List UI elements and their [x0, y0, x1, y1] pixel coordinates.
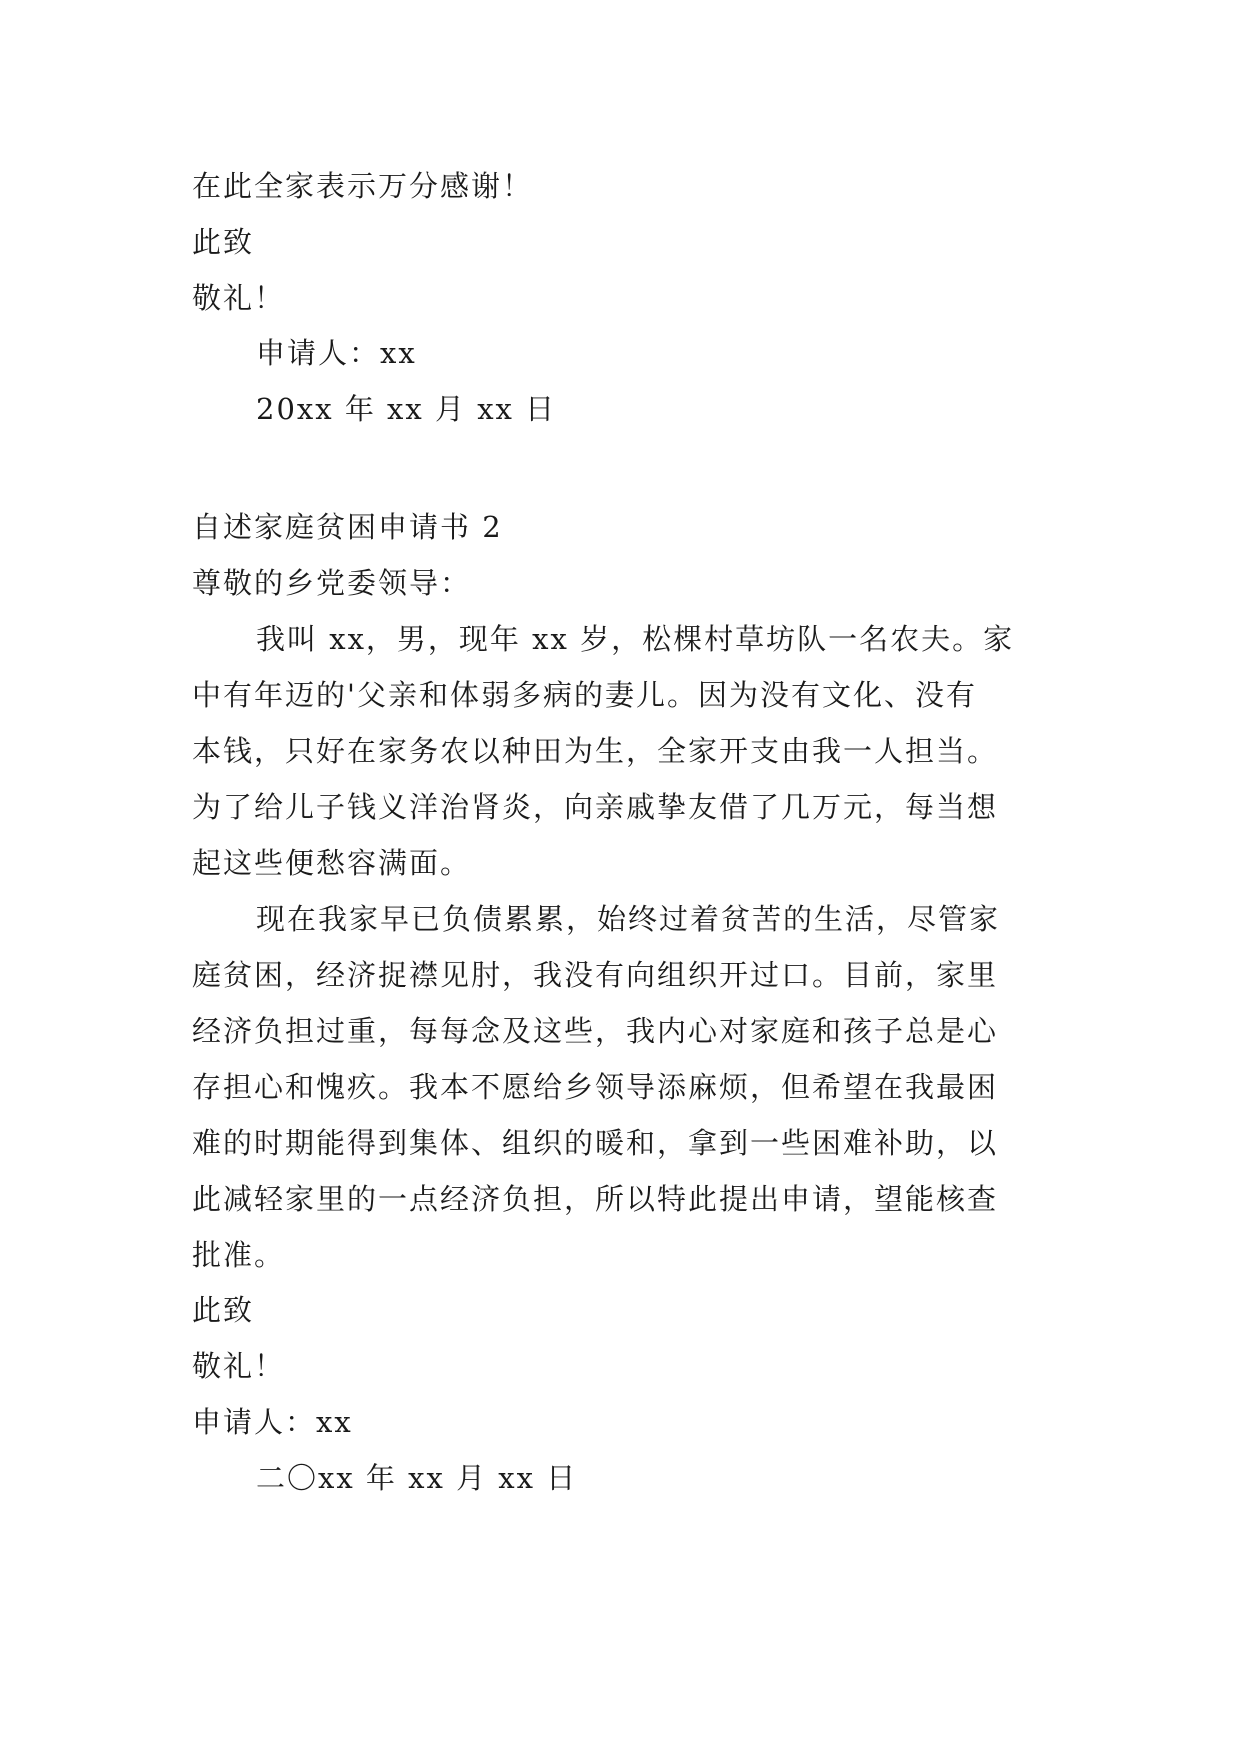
paragraph-line: 起这些便愁容满面。 — [192, 846, 472, 880]
paragraph-line: 现在我家早已负债累累，始终过着贫苦的生活，尽管家 — [256, 902, 1001, 936]
salutation-jing-li: 敬礼！ — [192, 1349, 286, 1383]
paragraph-line: 中有年迈的'父亲和体弱多病的妻儿。因为没有文化、没有 — [192, 678, 977, 712]
letter-date: 20xx 年 xx 月 xx 日 — [256, 392, 557, 426]
paragraph-line: 批准。 — [192, 1238, 286, 1272]
paragraph-line: 本钱，只好在家务农以种田为生，全家开支由我一人担当。 — [192, 734, 999, 768]
salutation-jing-li: 敬礼！ — [192, 281, 286, 315]
paragraph-line: 经济负担过重，每每念及这些，我内心对家庭和孩子总是心 — [192, 1014, 999, 1048]
letter-date: 二〇xx 年 xx 月 xx 日 — [256, 1461, 578, 1495]
salutation-ci-zhi: 此致 — [192, 1293, 255, 1327]
salutation-ci-zhi: 此致 — [192, 225, 255, 259]
greeting: 尊敬的乡党委领导： — [192, 566, 472, 600]
closing-thanks: 在此全家表示万分感谢！ — [192, 169, 534, 203]
applicant-signature: 申请人：xx — [256, 336, 417, 370]
paragraph-line: 难的时期能得到集体、组织的暖和，拿到一些困难补助，以 — [192, 1126, 999, 1160]
document-title: 自述家庭贫困申请书 2 — [192, 510, 503, 544]
applicant-signature: 申请人：xx — [192, 1405, 353, 1439]
paragraph-line: 此减轻家里的一点经济负担，所以特此提出申请，望能核查 — [192, 1182, 999, 1216]
paragraph-line: 庭贫困，经济捉襟见肘，我没有向组织开过口。目前，家里 — [192, 958, 999, 992]
paragraph-line: 为了给儿子钱义洋治肾炎，向亲戚挚友借了几万元，每当想 — [192, 790, 999, 824]
paragraph-line: 存担心和愧疚。我本不愿给乡领导添麻烦，但希望在我最困 — [192, 1070, 999, 1104]
paragraph-line: 我叫 xx，男，现年 xx 岁，松棵村草坊队一名农夫。家 — [256, 622, 1015, 656]
